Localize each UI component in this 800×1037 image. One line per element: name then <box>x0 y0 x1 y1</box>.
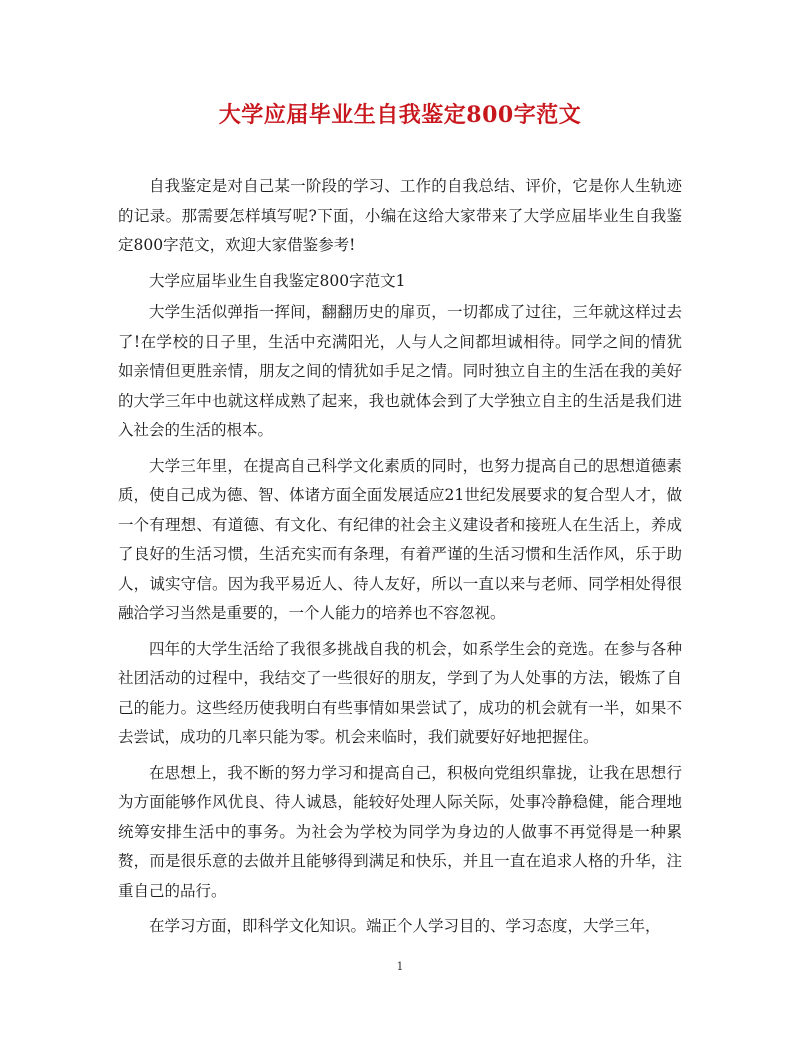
section-heading: 大学应届毕业生自我鉴定800字范文1 <box>149 271 406 290</box>
body-paragraph: 在思想上，我不断的努力学习和提高自己，积极向党组织靠拢，让我在思想行为方面能够作风优良、待人诚恳，能较好处理人际关际，处事冷静稳健，能合理地统筹安排生活中的事务。为社会为学校为同学为身边的人做事不再觉得是一种累赘，而是很乐意的去做并且能够得到满足和快乐，并且一直在追求人格的升华，注重自己的品行。 <box>118 763 682 900</box>
intro-paragraph: 自我鉴定是对自己某一阶段的学习、工作的自我总结、评价，它是你人生轨迹的记录。那需要怎样填写呢?下面，小编在这给大家带来了大学应届毕业生自我鉴定800字范文，欢迎大家借鉴参考! <box>118 177 682 254</box>
document-title: 大学应届毕业生自我鉴定800字范文 <box>218 102 582 128</box>
document-body <box>118 172 682 948</box>
body-paragraph: 大学生活似弹指一挥间，翻翻历史的扉页，一切都成了过往，三年就这样过去了!在学校的日子里，生活中充满阳光，人与人之间都坦诚相待。同学之间的情犹如亲情但更胜亲情，朋友之间的情犹如手足之情。同时独立自主的生活在我的美好的大学三年中也就这样成熟了起来，我也就体会到了大学独立自主的生活是我们进入社会的生活的根本。 <box>118 303 682 439</box>
page-number: 1 <box>396 960 404 973</box>
body-paragraph: 大学三年里，在提高自己科学文化素质的同时，也努力提高自己的思想道德素质，使自己成为德、智、体诸方面全面发展适应21世纪发展要求的复合型人才，做一个有理想、有道德、有文化、有纪律的社会主义建设者和接班人在生活上，养成了良好的生活习惯，生活充实而有条理，有着严谨的生活习惯和生活作风，乐于助人，诚实守信。因为我平易近人、待人友好，所以一直以来与老师、同学相处得很融洽学习当然是重要的，一个人能力的培养也不容忽视。 <box>118 456 682 622</box>
body-paragraph: 在学习方面，即科学文化知识。端正个人学习目的、学习态度，大学三年， <box>149 917 661 935</box>
body-paragraph: 四年的大学生活给了我很多挑战自我的机会，如系学生会的竞选。在参与各种社团活动的过程中，我结交了一些很好的朋友，学到了为人处事的方法，锻炼了自己的能力。这些经历使我明白有些事情如果尝试了，成功的机会就有一半，如果不去尝试，成功的几率只能为零。机会来临时，我们就要好好地把握住。 <box>118 639 682 746</box>
